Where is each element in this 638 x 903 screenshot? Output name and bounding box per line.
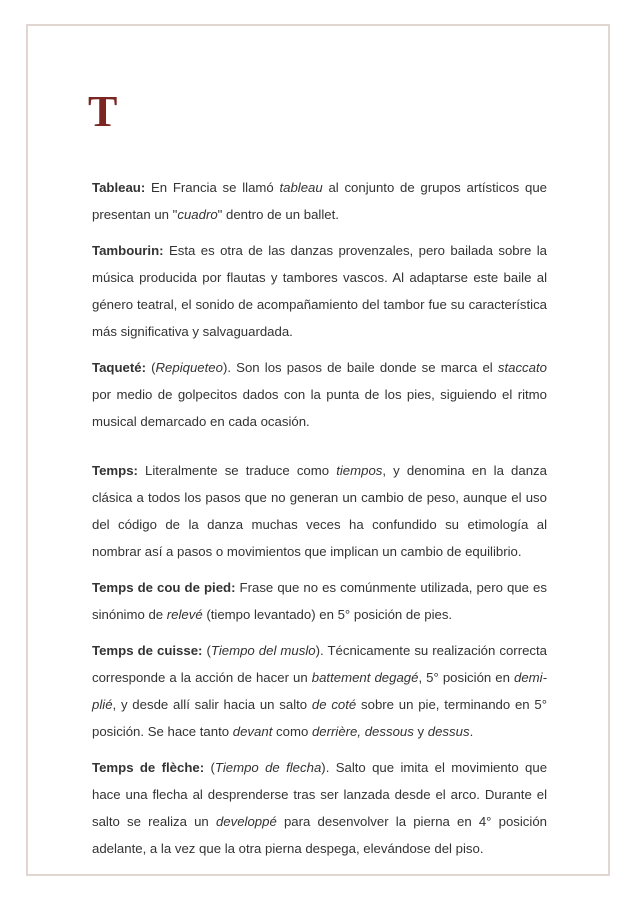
entry-text: como — [272, 724, 312, 739]
entry-text: , y denomina en la danza clásica a todos los pasos que no generan un cambio de peso, aunque el uso del código de la danza muchas veces ha confundido su etimología al nombrar así a pasos o movimientos que implican un cambio de equilibrio. — [92, 463, 547, 559]
entry-text: ). Son los pasos de baile donde se marca el — [222, 360, 498, 375]
entry-text: En Francia se llamó — [145, 180, 280, 195]
entry-term: Taqueté: — [92, 360, 146, 375]
glossary-entries — [92, 174, 547, 862]
entry-italic-text: battement degagé — [311, 670, 419, 685]
entry-text: ( — [204, 760, 215, 775]
entry-text: . — [469, 724, 474, 739]
entry-italic-text: tiempos — [336, 463, 383, 478]
entry-term: Temps: — [92, 463, 138, 478]
entry-text: , y desde allí salir hacia un salto — [112, 697, 312, 712]
entry-text: sobre un pie, terminando en 5° posición. Se hace tanto — [92, 697, 548, 739]
entry-text: para desenvolver la pierna en 4° posición adelante, a la vez que la otra pierna despega, elevándose del piso. — [92, 814, 547, 856]
entry-text: " dentro de un ballet. — [217, 207, 339, 222]
entry-italic-text: Tiempo del muslo — [210, 643, 316, 658]
entry-italic-text: demi-plié — [92, 670, 547, 712]
entry-italic-text: relevé — [166, 607, 203, 622]
entry-text: ( — [145, 360, 156, 375]
entry-text: al conjunto de grupos artísticos que presentan un " — [92, 180, 547, 222]
entry-term: Temps de cou de pied: — [92, 580, 236, 595]
entry-text: ). Técnicamente su realización correcta corresponde a la acción de hacer un — [92, 643, 548, 685]
entry-text: , 5° posición en — [418, 670, 515, 685]
glossary-entry — [92, 174, 547, 228]
entry-term: Tableau: — [92, 180, 146, 195]
glossary-entry — [92, 754, 547, 862]
entry-italic-text: devant — [232, 724, 273, 739]
entry-text: por medio de golpecitos dados con la punta de los pies, siguiendo el ritmo musical demarcado en cada ocasión. — [92, 387, 547, 429]
entry-italic-text: Tiempo de flecha — [214, 760, 322, 775]
entry-term: Temps de cuisse: — [92, 643, 203, 658]
entry-term: Tambourin: — [92, 243, 164, 258]
entry-italic-text: dessus — [427, 724, 470, 739]
entry-text: ). Salto que imita el movimiento que hace una flecha al desprenderse tras ser lanzada desde el arco. Durante el salto se realiza un — [92, 760, 548, 829]
entry-text: ( — [202, 643, 211, 658]
glossary-entry — [92, 637, 547, 745]
entry-italic-text: developpé — [215, 814, 277, 829]
entry-italic-text: Repiqueteo — [155, 360, 223, 375]
glossary-entry — [92, 354, 547, 435]
entry-text: (tiempo levantado) en 5° posición de pies. — [202, 607, 453, 622]
entry-text: Frase que no es comúnmente utilizada, pero que es sinónimo de — [92, 580, 547, 622]
entry-term: Temps de flèche: — [92, 760, 205, 775]
entry-text: Esta es otra de las danzas provenzales, pero bailada sobre la música producida por flautas y tambores vascos. Al adaptarse este baile al género teatral, el sonido de acompañamiento del tambor fue su característica más significativa y salvaguardada. — [92, 243, 547, 339]
entry-text: Literalmente se traduce como — [137, 463, 337, 478]
entry-italic-text: derrière, dessous — [311, 724, 414, 739]
entry-italic-text: staccato — [497, 360, 547, 375]
entry-italic-text: tableau — [279, 180, 323, 195]
glossary-entry — [92, 457, 547, 565]
glossary-entry — [92, 574, 547, 628]
entry-text: y — [413, 724, 428, 739]
section-letter: T — [88, 87, 118, 136]
glossary-entry — [92, 237, 547, 345]
entry-italic-text: cuadro — [177, 207, 218, 222]
entry-italic-text: de coté — [311, 697, 357, 712]
